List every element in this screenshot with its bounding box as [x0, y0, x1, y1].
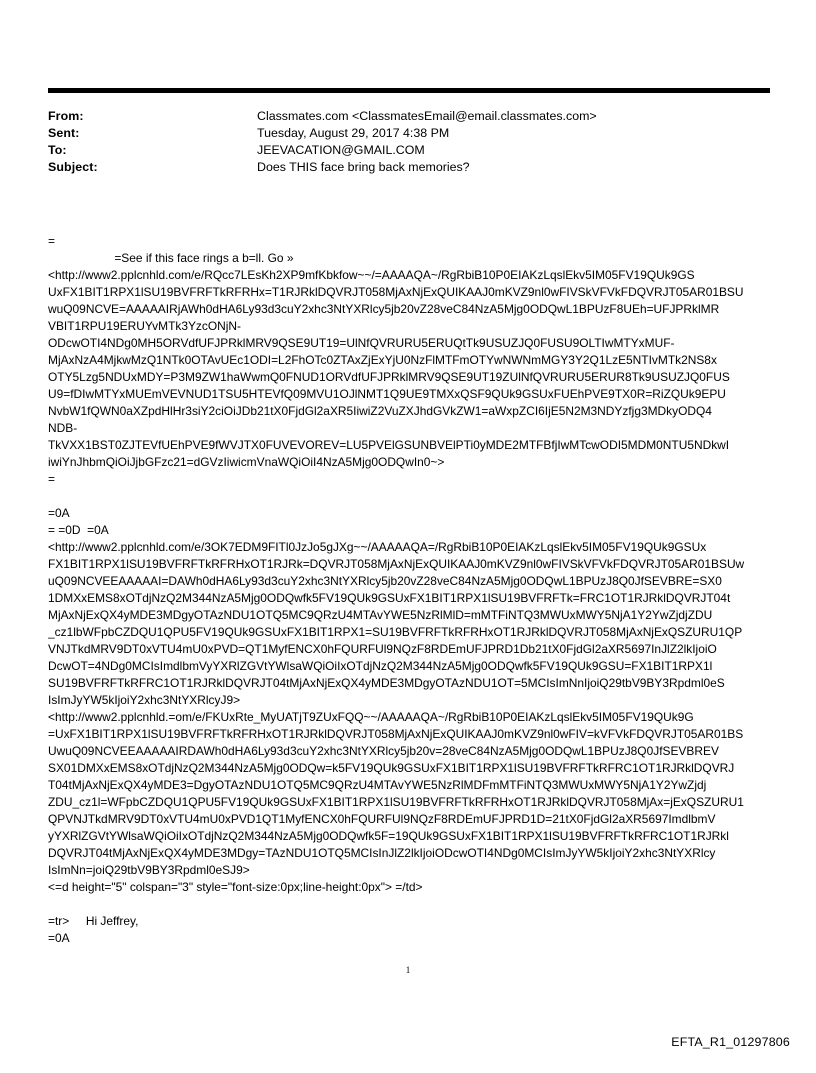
- body-line: TkVXX1BST0ZJTEVfUEhPVE9fWVJTX0FUVEVOREV=LU5PVElGSUNBVElPTi0yMDE2MTFBfjIwMTcwODI5MDM0NTU5NDkwI: [48, 438, 730, 452]
- body-line: NDB-: [48, 421, 78, 435]
- sent-label: Sent:: [48, 126, 80, 140]
- body-line: <=d height="5" colspan="3" style="font-size:0px;line-height:0px"> =/td>: [48, 880, 423, 894]
- body-line: =0A: [48, 506, 70, 520]
- body-line: wuQ09NCVE=AAAAAIRjAWh0dHA6Ly93d3cuY2xhc3NtYXRlcy5jb20vZ28veC84NzA5Mjg0ODQwL1BPUzF8UEh=UFJPRklMR: [48, 302, 720, 316]
- body-line: 1DMXxEMS8xOTdjNzQ2M344NzA5Mjg0ODQwfk5FV19QUk9GSUxFX1BIT1RPX1lSU19BVFRFTk=FRC1OT1RJRklDQVRJT04t: [48, 591, 731, 605]
- body-line: =See if this face rings a b=ll. Go »: [48, 251, 294, 265]
- body-line: OTY5Lzg5NDUxMDY=P3M9ZW1haWwmQ0FNUD1ORVdfUFJPRklMRV9QSE9UT19ZUlNfQVRURU5ERUR8Tk9USUZJQ0FUS: [48, 370, 730, 384]
- body-line: DcwOT=4NDg0MCIsImdlbmVyYXRlZGVtYWlsaWQiOiIxOTdjNzQ2M344NzA5Mjg0ODQwfk5FV19QUk9GSU=FX1BIT1RPX1l: [48, 659, 713, 673]
- body-line: =0A: [48, 931, 70, 945]
- subject-value: Does THIS face bring back memories?: [257, 160, 470, 174]
- body-line: NvbW1fQWN0aXZpdHlHr3siY2ciOiJDb21tX0FjdGl2aXR5IiwiZ2VuZXJhdGVkZW1=aWxpZCI6IjE5N2M3NDYzfjg3MDkyODQ4: [48, 404, 712, 418]
- sent-value: Tuesday, August 29, 2017 4:38 PM: [257, 126, 450, 140]
- body-line: iwiYnJhbmQiOiJjbGFzc21=dGVzIiwicmVnaWQiOiI4NzA5Mjg0ODQwIn0~>: [48, 455, 445, 469]
- header-row-to: [48, 142, 770, 159]
- email-body: [48, 233, 778, 947]
- body-line: uQ09NCVEEAAAAAI=DAWh0dHA6Ly93d3cuY2xhc3NtYXRlcy5jb20vZ28veC84NzA5Mjg0ODQwL1BPUzJ8Q0JfSEVBRE=SX0: [48, 574, 722, 588]
- subject-label: Subject:: [48, 160, 98, 174]
- body-line: ODcwOTI4NDg0MH5ORVdfUFJPRklMRV9QSE9UT19=UlNfQVRURU5ERUQtTk9USUZJQ0FUSU9OLTIwMTYxMUF-: [48, 336, 675, 350]
- email-header-block: [48, 108, 770, 176]
- body-line: _cz1lbWFpbCZDQU1QPU5FV19QUk9GSUxFX1BIT1RPX1=SU19BVFRFTkRFRHxOT1RJRklDQVRJT058MjAxNjExQSZURU1QP: [48, 625, 743, 639]
- header-row-sent: [48, 125, 770, 142]
- body-line: VNJTkdMRV9DT0xVTU4mU0xPVD=QT1MyfENCX0hFQURFUl9NQzF8RDEmUFJPRD1Db21tX0FjdGl2aXR5697InJlZ2lkIjoiO: [48, 642, 717, 656]
- body-line: =UxFX1BIT1RPX1lSU19BVFRFTkRFRHxOT1RJRklDQVRJT058MjAxNjExQUIKAAJ0mKVZ9nl0wFIV=kVFVkFDQVRJT05AR01BS: [48, 727, 744, 741]
- body-line: FX1BIT1RPX1lSU19BVFRFTkRFRHxOT1RJRk=DQVRJT058MjAxNjExQUIKAAJ0mKVZ9nl0wFIVSkVFVkFDQVRJT05AR01BSUw: [48, 557, 745, 571]
- from-value: Classmates.com <ClassmatesEmail@email.classmates.com>: [257, 109, 597, 123]
- body-line: SU19BVFRFTkRFRC1OT1RJRklDQVRJT04tMjAxNjExQX4yMDE3MDgyOTAzNDU1OT=5MCIsImNnIjoiQ29tbV9BY3Rpdml0eS: [48, 676, 725, 690]
- header-row-subject: [48, 159, 770, 176]
- body-line: UwuQ09NCVEEAAAAAIRDAWh0dHA6Ly93d3cuY2xhc3NtYXRlcy5jb20v=28veC84NzA5Mjg0ODQwL1BPUzJ8Q0JfSEVBREV: [48, 744, 719, 758]
- body-line: yYXRlZGVtYWlsaWQiOiIxOTdjNzQ2M344NzA5Mjg0ODQwfk5F=19QUk9GSUxFX1BIT1RPX1lSU19BVFRFTkRFRC1OT1RJRkl: [48, 829, 729, 843]
- body-line: IsImJyYW5kIjoiY2xhc3NtYXRlcyJ9>: [48, 693, 241, 707]
- body-line: MjAxNzA4MjkwMzQ1NTk0OTAvUEc1ODI=L2FhOTc0ZTAxZjExYjU0NzFlMTFmOTYwNWNmMGY3Y2Q1LzE5NTIvMTk2NS8x: [48, 353, 717, 367]
- from-label: From:: [48, 109, 84, 123]
- bates-number: EFTA_R1_01297806: [671, 1035, 790, 1049]
- body-line: = =0D =0A: [48, 523, 109, 537]
- header-row-from: [48, 108, 770, 125]
- body-line: UxFX1BIT1RPX1lSU19BVFRFTkRFRHx=T1RJRklDQVRJT058MjAxNjExQUIKAAJ0mKVZ9nl0wFIVSkVFVkFDQVRJT05AR01BSU: [48, 285, 744, 299]
- to-value: JEEVACATION@GMAIL.COM: [257, 143, 425, 157]
- body-line: =tr> Hi Jeffrey,: [48, 914, 139, 928]
- body-line: SX01DMXxEMS8xOTdjNzQ2M344NzA5Mjg0ODQw=k5FV19QUk9GSUxFX1BIT1RPX1lSU19BVFRFTkRFRC1OT1RJRklDQVRJ: [48, 761, 735, 775]
- to-label: To:: [48, 143, 67, 157]
- body-line: [48, 896, 778, 913]
- header-divider-rule: [48, 88, 770, 93]
- body-line: =: [48, 472, 55, 486]
- body-line: U9=fDIwMTYxMUEmVEVNUD1TSU5HTEVfQ09MVU1OJlNMT1Q9UE9TMXxQSF9QUk9GSUxFUEhPVE9TX0R=RiZQUk9EPU: [48, 387, 726, 401]
- body-line: DQVRJT04tMjAxNjExQX4yMDE3MDgy=TAzNDU1OTQ5MCIsInJlZ2lkIjoiODcwOTI4NDg0MCIsImJyYW5kIjoiY2xhc3NtYXRlcy: [48, 846, 716, 860]
- body-line: <http://www2.pplcnhld.com/e/RQcc7LEsKh2XP9mfKbkfow~~/=AAAAQA~/RgRbiB10P0EIAKzLqslEkv5IM05FV19QUk9GS: [48, 268, 695, 282]
- body-line: <http://www2.pplcnhld.com/e/3OK7EDM9FITl0JzJo5gJXg~~/AAAAAQA=/RgRbiB10P0EIAKzLqslEkv5IM05FV19QUk9GSUx: [48, 540, 707, 554]
- page-number: 1: [405, 965, 411, 975]
- body-line: =: [48, 234, 55, 248]
- body-line: <http://www2.pplcnhld.=om/e/FKUxRte_MyUATjT9ZUxFQQ~~/AAAAAQA~/RgRbiB10P0EIAKzLqslEkv5IM05FV19QUk9G: [48, 710, 694, 724]
- body-line: T04tMjAxNjExQX4yMDE3=DgyOTAzNDU1OTQ5MC9QRzU4MTAvYWE5NzRlMDFmMTFiNTQ3MWUxMWY5NjA1Y2YwZjdj: [48, 778, 707, 792]
- body-line: ZDU_cz1l=WFpbCZDQU1QPU5FV19QUk9GSUxFX1BIT1RPX1lSU19BVFRFTkRFRHxOT1RJRklDQVRJT058MjAx=jExQSZURU1: [48, 795, 744, 809]
- body-line: [48, 488, 778, 505]
- body-line: MjAxNjExQX4yMDE3MDgyOTAzNDU1OTQ5MC9QRzU4MTAvYWE5NzRlMlD=mMTFiNTQ3MWUxMWY5NjA1Y2YwZjdjZDU: [48, 608, 713, 622]
- body-line: QPVNJTkdMRV9DT0xVTU4mU0xPVD1QT1MyfENCX0hFQURFUl9NQzF8RDEmUFJPRD1D=21tX0FjdGl2aXR5697ImdlbmV: [48, 812, 716, 826]
- body-line: IsImNn=joiQ29tbV9BY3Rpdml0eSJ9>: [48, 863, 250, 877]
- body-line: VBIT1RPU19ERUYvMTk3YzcONjN-: [48, 319, 242, 333]
